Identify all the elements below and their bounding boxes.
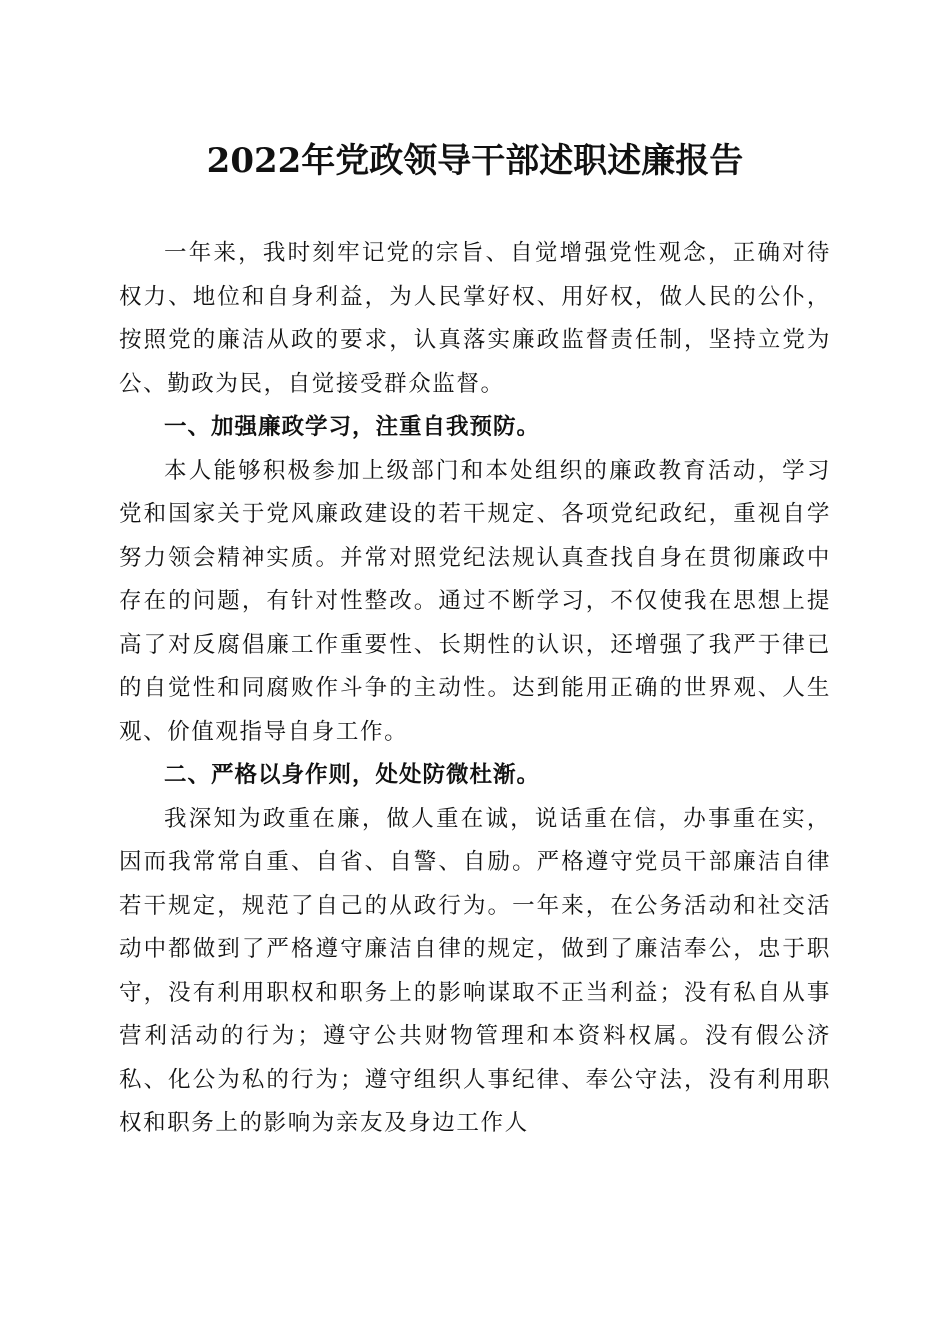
section-1-heading: 一、加强廉政学习，注重自我预防。 (164, 414, 541, 440)
section-1-paragraph: 本人能够积极参加上级部门和本处组织的廉政教育活动，学习党和国家关于党风廉政建设的若干规定、各项党纪政纪，重视自学努力领会精神实质。并常对照党纪法规认真查找自身在贯彻廉政中存在的问题，有针对性整改。通过不断学习，不仅使我在思想上提高了对反腐倡廉工作重要性、长期性的认识，还增强了我严于律已的自觉性和同腐败作斗争的主动性。达到能用正确的世界观、人生观、价值观指导自身工作。 (119, 457, 831, 745)
document-title: 2022年党政领导干部述职述廉报告 (206, 141, 744, 181)
intro-paragraph: 一年来，我时刻牢记党的宗旨、自觉增强党性观念，正确对待权力、地位和自身利益，为人民掌好权、用好权，做人民的公仆，按照党的廉洁从政的要求，认真落实廉政监督责任制，坚持立党为公、勤政为民，自觉接受群众监督。 (119, 240, 831, 397)
document-body (119, 232, 831, 1146)
section-2-heading: 二、严格以身作则，处处防微杜渐。 (164, 762, 541, 788)
section-2-paragraph: 我深知为政重在廉，做人重在诚，说话重在信，办事重在实，因而我常常自重、自省、自警、自励。严格遵守党员干部廉洁自律若干规定，规范了自己的从政行为。一年来，在公务活动和社交活动中都做到了严格遵守廉洁自律的规定，做到了廉洁奉公，忠于职守，没有利用职权和职务上的影响谋取不正当利益；没有私自从事营利活动的行为；遵守公共财物管理和本资料权属。没有假公济私、化公为私的行为；遵守组织人事纪律、奉公守法，没有利用职权和职务上的影响为亲友及身边工作人 (119, 805, 831, 1136)
